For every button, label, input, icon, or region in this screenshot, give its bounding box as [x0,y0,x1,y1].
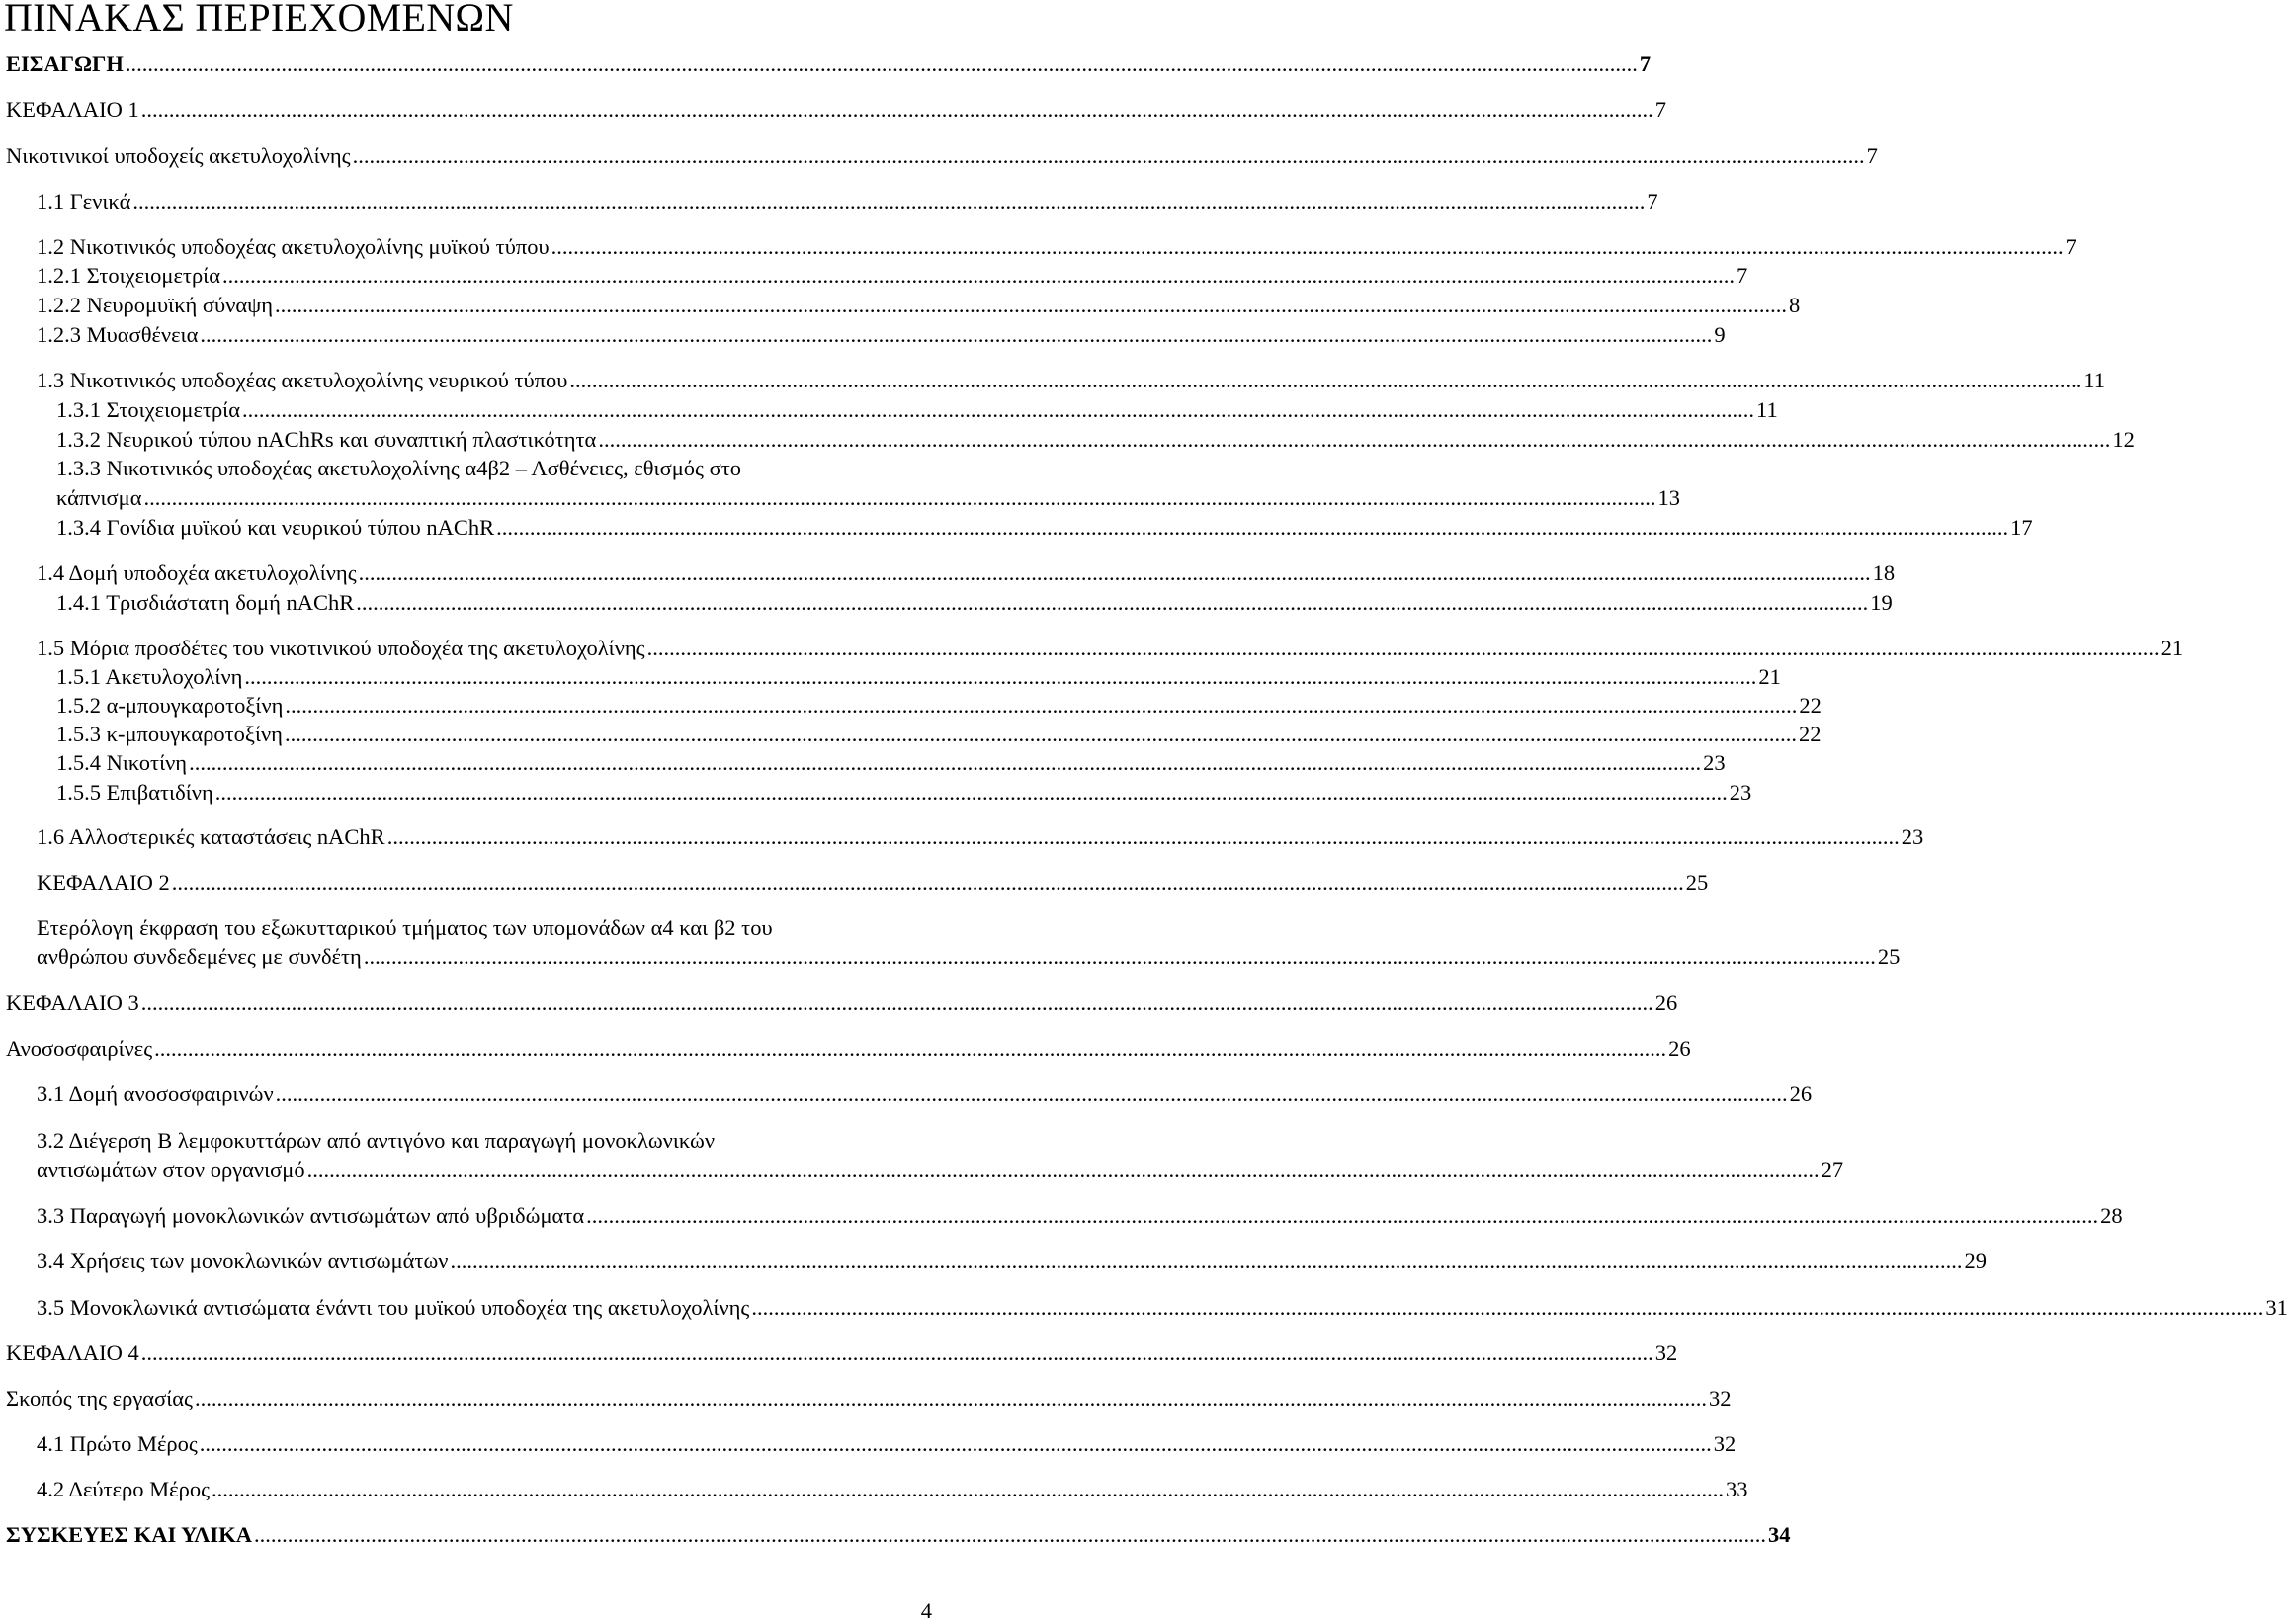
toc-entry-title: ΚΕΦΑΛΑΙΟ 4 [6,1340,139,1365]
toc-entry-title: Ανοσοσφαιρίνες [6,1036,153,1061]
toc-entry-page: 22 [1798,722,1822,746]
toc-leader [254,1523,1766,1547]
toc-leader [387,825,1900,849]
toc-entry[interactable] [6,990,1678,1015]
toc-entry-title: 1.1 Γενικά [37,189,131,214]
toc-entry[interactable] [56,427,2135,452]
toc-entry-title: ΚΕΦΑΛΑΙΟ 2 [37,870,170,895]
toc-entry-first-line: Ετερόλογη έκφραση του εξωκυτταρικού τμήματος των υπομονάδων α4 και β2 του [37,915,773,940]
toc-leader [586,1204,2098,1228]
toc-entry-page: 7 [1866,143,1878,168]
toc-entry-page: 17 [2010,515,2033,540]
toc-entry[interactable] [37,1248,1987,1273]
toc-entry-page: 26 [1654,990,1678,1015]
toc-entry[interactable] [6,1386,1732,1410]
toc-entry-title: 1.5 Μόρια προσδέτες του νικοτινικού υποδοχέα της ακετυλοχολίνης [37,636,645,660]
toc-entry-page: 31 [2265,1295,2288,1320]
toc-leader [356,591,1868,615]
toc-entry-title: 1.3.4 Γονίδια μυϊκού και νευρικού τύπου nAChR [56,515,495,540]
toc-entry[interactable] [56,515,2033,540]
toc-entry-title: 3.1 Δομή ανοσοσφαιρινών [37,1081,274,1106]
toc-entry[interactable] [6,1340,1678,1365]
toc-entry[interactable] [56,590,1893,615]
toc-entry-title: 1.3.1 Στοιχειομετρία [56,397,241,422]
toc-entry[interactable] [37,189,1658,214]
toc-leader [126,52,1638,76]
toc-entry-page: 28 [2100,1203,2123,1228]
toc-entry[interactable] [56,722,1822,746]
toc-leader [496,516,2008,540]
toc-leader [144,486,1656,510]
toc-entry-page: 7 [2065,234,2076,259]
toc-entry-page: 32 [1654,1340,1678,1365]
toc-entry-page: 22 [1799,693,1822,718]
toc-entry-title: Σκοπός της εργασίας [6,1386,193,1410]
toc-entry-title: ΚΕΦΑΛΑΙΟ 3 [6,990,139,1015]
toc-entry-title: 1.2.3 Μυασθένεια [37,322,199,347]
toc-leader [154,1037,1666,1061]
toc-entry[interactable] [6,143,1878,168]
toc-leader [364,945,1876,969]
toc-leader [222,264,1735,288]
toc-entry-page: 33 [1726,1477,1748,1501]
toc-entry-title: αντισωμάτων στον οργανισμό [37,1157,305,1182]
toc-entry-page: 34 [1767,1522,1791,1547]
toc-entry[interactable] [56,780,1752,805]
toc-entry[interactable] [56,693,1822,718]
toc-leader [141,1341,1653,1365]
toc-entry-title: ΚΕΦΑΛΑΙΟ 1 [6,97,139,122]
toc-entry[interactable] [37,560,1896,585]
toc-entry[interactable] [6,51,1652,76]
toc-leader [215,781,1728,805]
toc-entry-page: 11 [2083,368,2106,392]
toc-entry-title: 1.5.3 κ-μπουγκαροτοξίνη [56,722,283,746]
toc-leader [751,1296,2263,1320]
toc-entry-title: 1.5.1 Ακετυλοχολίνη [56,664,243,689]
toc-entry[interactable] [6,1522,1791,1547]
toc-leader [189,751,1701,775]
toc-entry-page: 32 [1708,1386,1732,1410]
toc-entry-page: 26 [1789,1081,1813,1106]
page-title: ΠΙΝΑΚΑΣ ΠΕΡΙΕΧΟΜΕΝΩΝ [4,0,514,40]
toc-leader [141,991,1653,1015]
toc-entry-page: 12 [2112,427,2135,452]
toc-entry-page: 26 [1668,1036,1691,1061]
page-number: 4 [920,1598,932,1623]
toc-entry-page: 11 [1756,397,1778,422]
toc-entry[interactable] [37,1157,1844,1182]
toc-entry-title: 4.2 Δεύτερο Μέρος [37,1477,211,1501]
toc-entry[interactable] [56,750,1726,775]
toc-entry-title: Νικοτινικοί υποδοχείς ακετυλοχολίνης [6,143,351,168]
toc-entry-page: 32 [1713,1431,1737,1456]
toc-entry-title: 1.2.1 Στοιχειομετρία [37,263,221,288]
toc-leader [285,723,1797,746]
toc-entry-title: 1.2.2 Νευρομυϊκή σύναψη [37,293,274,317]
toc-entry[interactable] [37,870,1709,895]
toc-entry[interactable] [37,1431,1737,1456]
toc-entry-page: 23 [1901,824,1924,849]
toc-entry-page: 25 [1685,870,1709,895]
toc-entry-page: 23 [1729,780,1752,805]
toc-entry-title: ΕΙΣΑΓΩΓΗ [6,51,124,76]
toc-entry-first-line: 1.3.3 Νικοτινικός υποδοχέας ακετυλοχολίνης α4β2 – Ασθένειες, εθισμός στο [56,456,741,480]
toc-entry-title: 4.1 Πρώτο Μέρος [37,1431,198,1456]
toc-leader [132,190,1645,214]
toc-entry-title: 1.5.4 Νικοτίνη [56,750,188,775]
toc-entry-page: 19 [1870,590,1893,615]
toc-entry[interactable] [37,636,2184,660]
toc-leader [569,369,2081,392]
toc-leader [598,428,2110,452]
toc-entry-title: 1.3 Νικοτινικός υποδοχέας ακετυλοχολίνης νευρικού τύπου [37,368,568,392]
toc-entry-page: 23 [1703,750,1726,775]
toc-leader [200,1432,1712,1456]
toc-entry[interactable] [37,368,2106,392]
toc-leader [551,235,2064,259]
toc-entry-title: 1.5.2 α-μπουγκαροτοξίνη [56,693,284,718]
toc-entry[interactable] [37,1295,2288,1320]
toc-leader [172,871,1684,895]
toc-entry-title: 1.4.1 Τρισδιάστατη δομή nAChR [56,590,355,615]
toc-entry[interactable] [56,485,1680,510]
toc-entry[interactable] [37,1081,1813,1106]
toc-leader [450,1249,1962,1273]
toc-entry-page: 7 [1639,51,1652,76]
toc-leader [141,98,1653,122]
toc-entry-page: 21 [2161,636,2184,660]
toc-entry-first-line: 3.2 Διέγερση Β λεμφοκυττάρων από αντιγόνο και παραγωγή μονοκλωνικών [37,1128,716,1153]
toc-entry-title: 3.5 Μονοκλωνικά αντισώματα ένάντι του μυϊκού υποδοχέα της ακετυλοχολίνης [37,1295,750,1320]
toc-entry-page: 8 [1789,293,1801,317]
toc-leader [275,294,1787,317]
toc-entry[interactable] [37,944,1901,969]
toc-leader [242,398,1754,422]
toc-leader [285,694,1797,718]
toc-entry-page: 7 [1647,189,1658,214]
toc-leader [195,1387,1707,1410]
toc-entry-page: 25 [1877,944,1901,969]
toc-entry-title: 3.3 Παραγωγή μονοκλωνικών αντισωμάτων από υβριδώματα [37,1203,585,1228]
toc-leader [200,323,1712,347]
toc-leader [647,637,2160,660]
toc-entry-title: 1.4 Δομή υποδοχέα ακετυλοχολίνης [37,560,357,585]
toc-entry-page: 13 [1657,485,1680,510]
toc-entry[interactable] [37,322,1726,347]
toc-entry[interactable] [37,263,1748,288]
toc-entry-page: 18 [1872,560,1896,585]
toc-entry[interactable] [6,1036,1691,1061]
toc-entry-title: 1.2 Νικοτινικός υποδοχέας ακετυλοχολίνης μυϊκού τύπου [37,234,550,259]
toc-entry-title: κάπνισμα [56,485,142,510]
toc-entry-title: 3.4 Χρήσεις των μονοκλωνικών αντισωμάτων [37,1248,449,1273]
toc-entry[interactable] [37,293,1801,317]
toc-entry[interactable] [56,664,1781,689]
toc-entry-page: 9 [1714,322,1726,347]
toc-leader [353,144,1865,168]
toc-entry[interactable] [6,97,1667,122]
toc-entry-title: 1.6 Αλλοστερικές καταστάσεις nAChR [37,824,385,849]
toc-leader [276,1082,1788,1106]
toc-entry[interactable] [37,234,2076,259]
toc-entry-title: ΣΥΣΚΕΥΕΣ ΚΑΙ ΥΛΙΚΑ [6,1522,252,1547]
toc-entry-page: 27 [1821,1157,1844,1182]
toc-leader [244,665,1756,689]
toc-entry-page: 29 [1964,1248,1987,1273]
toc-entry[interactable] [56,397,1778,422]
toc-entry-title: ανθρώπου συνδεδεμένες με συνδέτη [37,944,362,969]
toc-entry-page: 7 [1654,97,1667,122]
toc-leader [307,1158,1820,1182]
toc-leader [359,561,1871,585]
toc-entry[interactable] [37,1477,1748,1501]
toc-leader [212,1478,1724,1501]
toc-entry-title: 1.5.5 Επιβατιδίνη [56,780,213,805]
toc-entry[interactable] [37,824,1924,849]
toc-entry-page: 21 [1758,664,1781,689]
toc-entry-page: 7 [1737,263,1748,288]
toc-entry[interactable] [37,1203,2123,1228]
toc-entry-title: 1.3.2 Νευρικού τύπου nAChRs και συναπτική πλαστικότητα [56,427,597,452]
